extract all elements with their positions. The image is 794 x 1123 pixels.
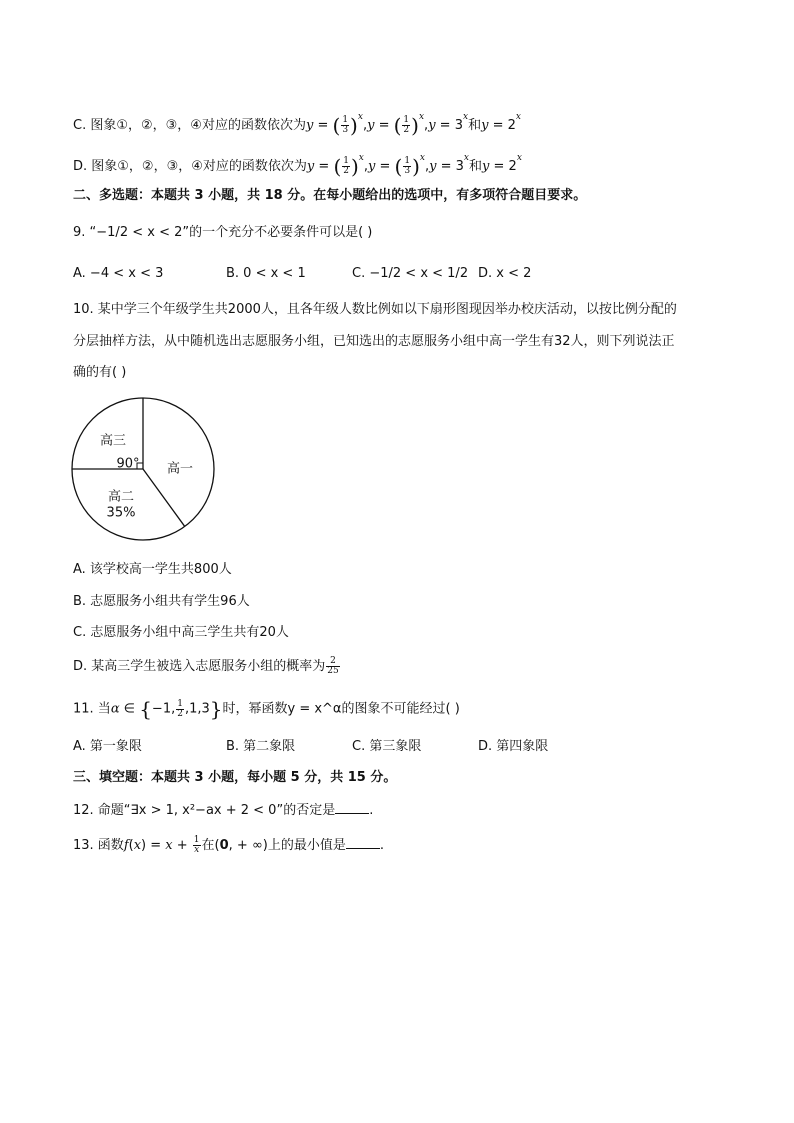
q11-option-c: C. 第三象限 bbox=[352, 739, 422, 754]
question-12: 12. 命题“∃x > 1, x²−ax + 2 < 0”的否定是 . bbox=[73, 803, 374, 818]
q10-option-d: D. 某高三学生被选入志愿服务小组的概率为 $\frac{2}{25}$ bbox=[73, 656, 339, 676]
question-13-suffix: 上的最小值是 bbox=[267, 838, 346, 853]
pie-label-gaoyi: 高一 bbox=[166, 461, 194, 477]
answer-blank-13[interactable] bbox=[346, 836, 380, 849]
question-11-prefix: 11. 当 bbox=[73, 701, 111, 717]
q11-option-a: A. 第一象限 bbox=[73, 739, 142, 754]
q10-option-c: C. 志愿服务小组中高三学生共有20人 bbox=[73, 625, 289, 640]
q9-option-c: C. −1/2 < x < 1/2 bbox=[352, 266, 469, 281]
q9-option-a: A. −4 < x < 3 bbox=[73, 266, 164, 281]
section-2-heading: 二、多选题：本题共 3 小题，共 18 分。在每小题给出的选项中，有多项符合题目要求。 bbox=[73, 188, 587, 203]
pie-chart bbox=[70, 396, 216, 542]
q9-option-d: D. x < 2 bbox=[478, 266, 532, 281]
option-c-text: C. 图象①，②，③，④对应的函数依次为 bbox=[73, 118, 306, 133]
question-12-text: 12. 命题“∃x > 1, x²−ax + 2 < 0”的否定是 bbox=[73, 803, 336, 818]
option-d-line: D. 图象①，②，③，④对应的函数依次为y = ( $\frac{1}{2}$ )$^x$,y = ( $\frac{1}{3}$ )$^x,y = 3^x$和$y = 2^x$ bbox=[73, 153, 522, 179]
question-9: 9. “−1/2 < x < 2”的一个充分不必要条件可以是( ) bbox=[73, 225, 373, 240]
q11-option-d: D. 第四象限 bbox=[478, 739, 549, 754]
question-11: 11. 当α ∈ {−1, $\frac{1}{2}$ ,1,3}时，幂函数y = x^α的图象不可能经过( ) bbox=[73, 697, 460, 721]
option-c-line: C. 图象①，②，③，④对应的函数依次为y = ( $\frac{1}{3}$ )$^x$,y = ( $\frac{1}{2}$ )$^x,y = 3^x$和$y = 2^x$ bbox=[73, 112, 521, 138]
q10-option-b: B. 志愿服务小组共有学生96人 bbox=[73, 594, 250, 609]
q9-option-b: B. 0 < x < 1 bbox=[226, 266, 306, 281]
question-10-line-3: 确的有( ) bbox=[73, 365, 127, 380]
question-11-suffix: 时，幂函数y = x^α的图象不可能经过( ) bbox=[222, 701, 460, 717]
pie-label-gaoer: 高二 bbox=[107, 489, 135, 505]
q10-option-d-text: D. 某高三学生被选入志愿服务小组的概率为 bbox=[73, 659, 326, 674]
q11-option-b: B. 第二象限 bbox=[226, 739, 296, 754]
question-10-line-1: 10. 某中学三个年级学生共2000人，且各年级人数比例如以下扇形图现因举办校庆活动，以按比例分配的 bbox=[73, 302, 677, 317]
question-13: 13. 函数f(x) = x + $\frac{1}{x}$ 在(0, + ∞)上的最小值是 . bbox=[73, 835, 385, 855]
question-10-line-2: 分层抽样方法，从中随机选出志愿服务小组，已知选出的志愿服务小组中高一学生有32人，则下列说法正 bbox=[73, 334, 675, 349]
answer-blank-12[interactable] bbox=[335, 801, 369, 814]
question-13-prefix: 13. 函数 bbox=[73, 838, 124, 853]
q10-option-a: A. 该学校高一学生共800人 bbox=[73, 562, 232, 577]
option-d-text: D. 图象①，②，③，④对应的函数依次为 bbox=[73, 159, 307, 174]
pie-label-gaosan: 高三 bbox=[99, 433, 127, 449]
section-3-heading: 三、填空题：本题共 3 小题，每小题 5 分，共 15 分。 bbox=[73, 770, 397, 785]
pie-label-90-degree: 90° bbox=[116, 456, 140, 472]
pie-label-35-percent: 35% bbox=[106, 505, 136, 521]
